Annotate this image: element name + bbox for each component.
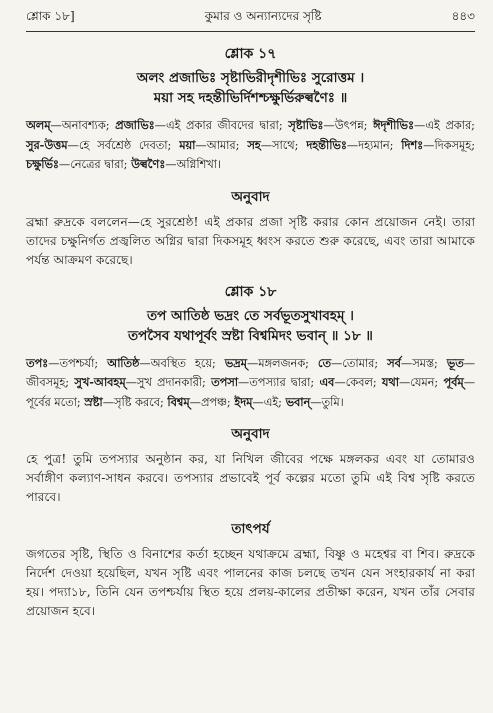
synonym-word: তপসা <box>211 375 238 389</box>
synonym-meaning: —জীবসমূহ; <box>26 356 475 389</box>
synonym-word: দহন্তীভিঃ <box>306 137 347 152</box>
verse-18-synonyms <box>26 354 475 413</box>
page-number: ৪৪৩ <box>451 9 475 23</box>
synonym-meaning: —তপস্যার দ্বারা; <box>238 376 320 389</box>
synonym-word: চক্ষুর্ভিঃ <box>26 157 59 171</box>
synonym-word: প্রজাভিঃ <box>115 118 155 132</box>
synonym-meaning: —সমস্ত; <box>400 356 447 370</box>
synonym-meaning: —এই প্রকার জীবদের দ্বারা; <box>154 119 289 132</box>
header-verse-ref: শ্লোক ১৮] <box>26 9 75 23</box>
synonym-word: সহ <box>247 137 261 152</box>
verse-17-heading: শ্লোক ১৭ <box>224 46 277 62</box>
header-chapter-title: কুমার ও অন্যান্যদের সৃষ্টি <box>204 9 322 23</box>
synonym-meaning: —নেত্রের দ্বারা; <box>58 158 132 171</box>
synonym-meaning: —তপশ্চর্যা; <box>48 356 108 370</box>
synonym-meaning: —অগ্নিশিখা। <box>165 158 221 171</box>
synonym-word: ভদ্রম্ <box>224 355 247 370</box>
synonym-meaning: —সৃষ্টি করবে; <box>102 395 168 409</box>
synonym-meaning: —যেমন; <box>399 376 444 389</box>
synonym-meaning: —এই প্রকার; <box>413 119 475 132</box>
synonym-meaning: —পূর্বের মতো; <box>26 376 475 409</box>
synonym-word: দিশঃ <box>401 137 424 152</box>
synonym-word: অলম্ <box>26 118 51 132</box>
synonym-word: তপঃ <box>26 355 49 370</box>
synonym-meaning: —সুখ প্রদানকারী; <box>125 376 212 389</box>
synonym-meaning: —তোমার; <box>330 356 388 370</box>
synonym-meaning: —প্রপঞ্চ; <box>189 395 235 409</box>
verse-17-translation-heading: অনুবাদ <box>231 188 270 205</box>
synonym-word: ইদম্ <box>234 394 253 409</box>
verse-17-translation: ব্রহ্মা রুদ্রকে বললেন—হে সুরশ্রেষ্ঠ! এই প্রকার প্রজা সৃষ্টি করার কোন প্রয়োজন নেই। তারা তাদের চক্ষুনির্গত প্রজ্বলিত অগ্নির দ্বারা দিকসমূহ ধ্বংস করতে শুরু করেছে, এবং তারা আমাকে পর্যন্ত আক্রমণ করেছে। <box>26 214 475 267</box>
verse-17-line-1: অলং প্রজাভিঃ সৃষ্টাভিরীদৃশীভিঃ সুরোত্তম । <box>136 70 365 86</box>
running-header <box>26 8 475 32</box>
synonym-word: সুখ-আবহম্ <box>74 375 126 389</box>
synonym-meaning: —অনাবশ্যক; <box>50 119 116 132</box>
synonym-word: ঈদৃশীভিঃ <box>373 118 414 132</box>
synonym-word: পূর্বম্ <box>443 375 464 389</box>
verse-18-heading: শ্লোক ১৮ <box>224 283 277 300</box>
synonym-meaning: —তুমি। <box>310 395 344 409</box>
verse-18-text <box>26 306 475 346</box>
synonym-meaning: —সাথে; <box>260 138 307 152</box>
verse-18-line-2: তপসৈব যথাপূর্বং স্রষ্টা বিশ্বমিদং ভবান্ ॥ ১৮ ॥ <box>128 327 373 344</box>
verse-17-line-2: ময়া সহ দহন্তীভির্দিশশ্চক্ষুর্ভিরুল্বণৈঃ ॥ <box>153 90 348 106</box>
verse-18-translation-heading: অনুবাদ <box>231 426 270 442</box>
synonym-meaning: —হে সর্বশ্রেষ্ঠ দেবতা; <box>67 138 180 152</box>
synonym-meaning: —দহ্যমান; <box>346 138 402 152</box>
synonym-word: ময়া <box>179 137 196 152</box>
synonym-word: যথা <box>381 375 399 389</box>
synonym-word: সুর-উত্তম <box>26 137 68 152</box>
verse-18-translation: হে পুত্র! তুমি তপস্যার অনুষ্ঠান কর, যা নিখিল জীবের পক্ষে মঙ্গলকর এবং যা তোমারও সর্বাঙ্গীণ কল্যাণ-সাধন করবে। তপস্যার প্রভাবেই পূর্ব কল্পের মতো তুমি এই বিশ্ব সৃষ্টি করতে পারবে। <box>26 452 475 504</box>
synonym-word: আতিষ্ঠ <box>107 355 140 370</box>
synonym-word: সর্ব <box>387 355 401 370</box>
synonym-word: ভূত <box>446 355 464 370</box>
verse-18-line-1: তপ আতিষ্ঠ ভদ্রং তে সর্বভূতসুখাবহম্ । <box>146 307 355 324</box>
synonym-word: এব <box>319 375 335 389</box>
verse-17-text <box>26 68 475 108</box>
synonym-meaning: —উৎপন্ন; <box>323 119 374 132</box>
synonym-word: স্রষ্টা <box>84 394 103 409</box>
synonym-meaning: —আমার; <box>195 138 248 152</box>
synonym-word: উল্বণৈঃ <box>131 157 166 171</box>
synonym-word: তে <box>317 355 331 370</box>
purport-heading: তাৎপর্য <box>231 521 270 537</box>
synonym-meaning: —অবস্থিত হয়ে; <box>139 356 225 370</box>
synonym-meaning: —কেবল; <box>334 376 382 389</box>
synonym-meaning: —দিকসমূহ; <box>423 138 476 152</box>
synonym-word: ভবান্ <box>285 394 311 409</box>
verse-17-synonyms <box>26 116 475 175</box>
synonym-word: সৃষ্টাভিঃ <box>288 118 324 132</box>
synonym-word: বিশ্বম্ <box>167 394 190 409</box>
synonym-meaning: —এই; <box>252 395 286 409</box>
synonym-meaning: —মঙ্গলজনক; <box>246 356 318 370</box>
purport-text: জগতের সৃষ্টি, স্থিতি ও বিনাশের কর্তা হচ্ছেন যথাক্রমে ব্রহ্মা, বিষ্ণু ও মহেশ্বর বা শিব। রুদ্রকে নির্দেশ দেওয়া হয়েছিল, যখন সৃষ্টি এবং পালনের কাজ চলছে তখন যেন সংহারকার্য না করা হয়। পদ্যা১৮, তিনি যেন তপশ্চর্যায় স্থিত হয়ে প্রলয়-কালের প্রতীক্ষা করেন, যখন তাঁর সেবার প্রয়োজন হবে। <box>26 547 475 618</box>
